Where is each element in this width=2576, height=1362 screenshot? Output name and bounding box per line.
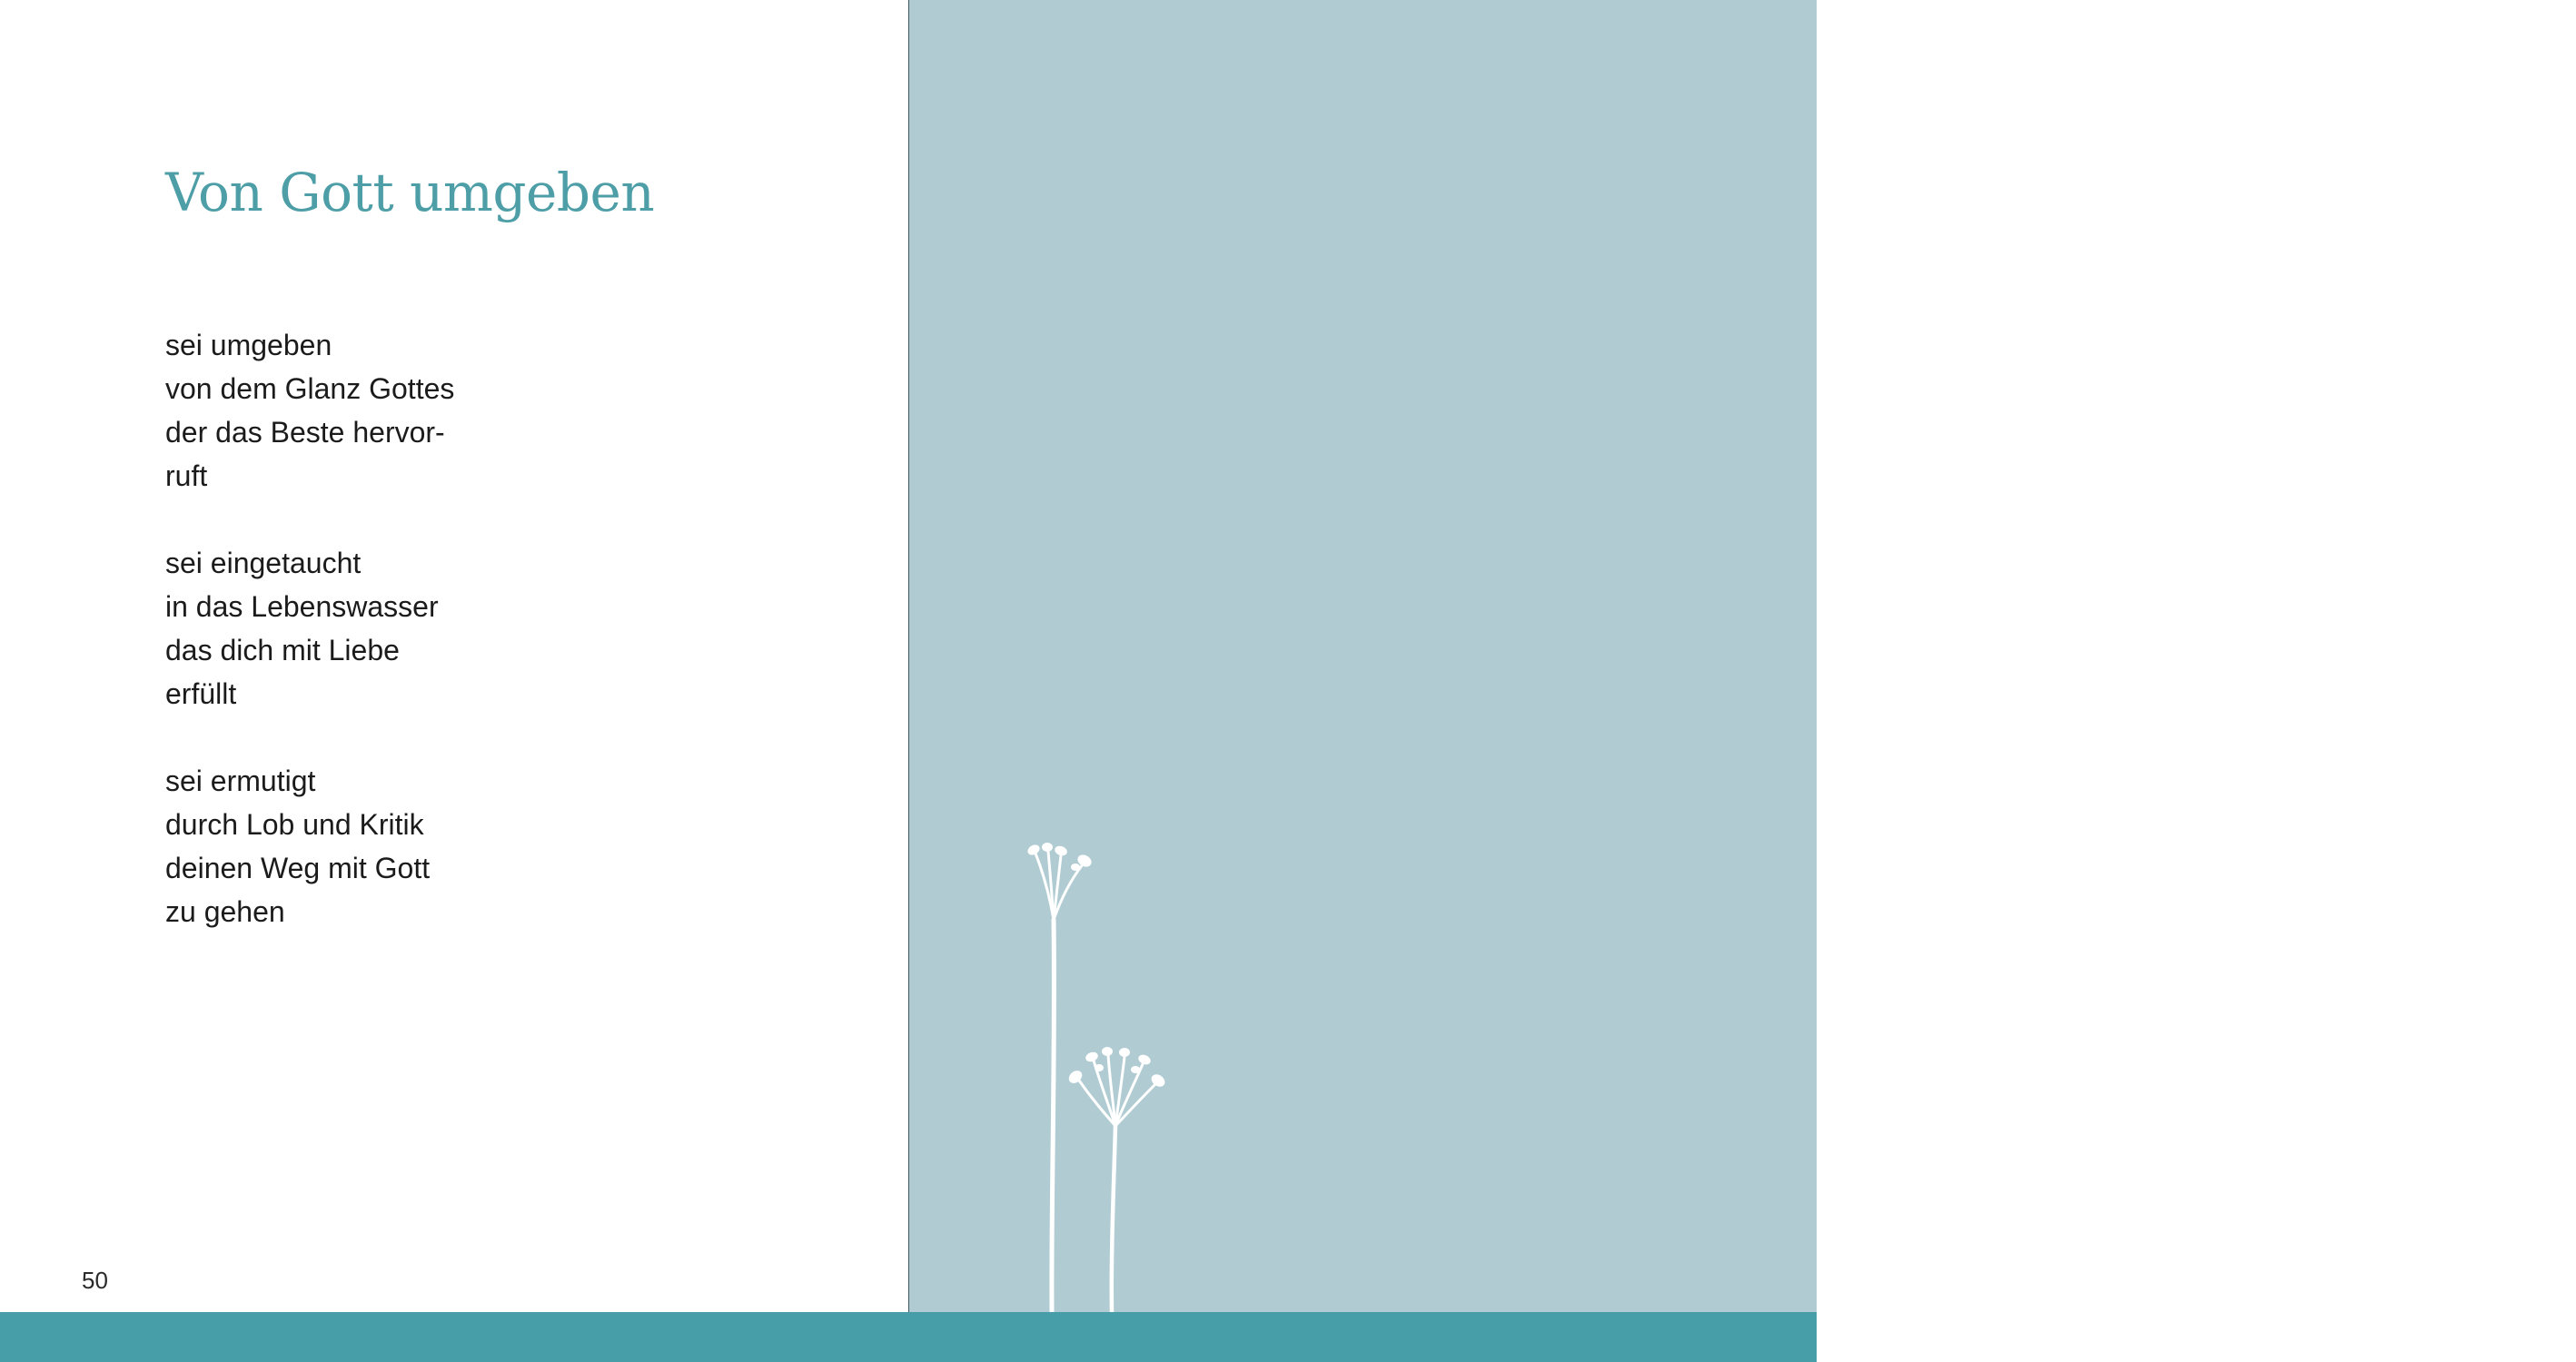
poem-line: sei umgeben bbox=[165, 329, 332, 361]
poem bbox=[165, 323, 547, 977]
bottom-color-band bbox=[0, 1312, 1817, 1362]
quote-line: freundlich zu und sei dir gnädig. bbox=[1956, 266, 2503, 305]
flower-stems-illustration bbox=[999, 826, 1217, 1312]
left-page bbox=[0, 0, 908, 1312]
poem-line: in das Lebenswasser bbox=[165, 590, 439, 623]
poem-line: sei ermutigt bbox=[165, 765, 316, 797]
poem-line: durch Lob und Kritik bbox=[165, 808, 424, 841]
poem-line: deinen Weg mit Gott bbox=[165, 852, 431, 884]
page-title: Von Gott umgeben bbox=[165, 162, 655, 223]
poem-line: sei eingetaucht bbox=[165, 547, 362, 579]
poem-stanza-3 bbox=[165, 759, 547, 933]
poem-line: zu gehen bbox=[165, 895, 285, 928]
page-number: 50 bbox=[82, 1267, 108, 1294]
quote-line: Der HERR sei dir besonders nahe bbox=[1956, 315, 2523, 354]
bible-reference: 4. Mose 6,24–26 bbox=[1956, 436, 2026, 577]
poem-line: von dem Glanz Gottes bbox=[165, 372, 455, 405]
poem-stanza-2 bbox=[165, 541, 547, 716]
quote-line: „Der HERR segne dich und beschütze bbox=[1937, 168, 2576, 207]
poem-line: ruft bbox=[165, 459, 208, 492]
poem-line: erfüllt bbox=[165, 677, 237, 710]
quote-line: dich. Der HERR wende sich dir bbox=[1956, 217, 2481, 256]
bible-quote bbox=[1937, 163, 2576, 409]
poem-line: das dich mit Liebe bbox=[165, 634, 400, 666]
poem-stanza-1 bbox=[165, 323, 547, 498]
quote-line: und gebe dir seinen Frieden.“ bbox=[1956, 364, 2459, 403]
poem-line: der das Beste hervor- bbox=[165, 416, 445, 449]
